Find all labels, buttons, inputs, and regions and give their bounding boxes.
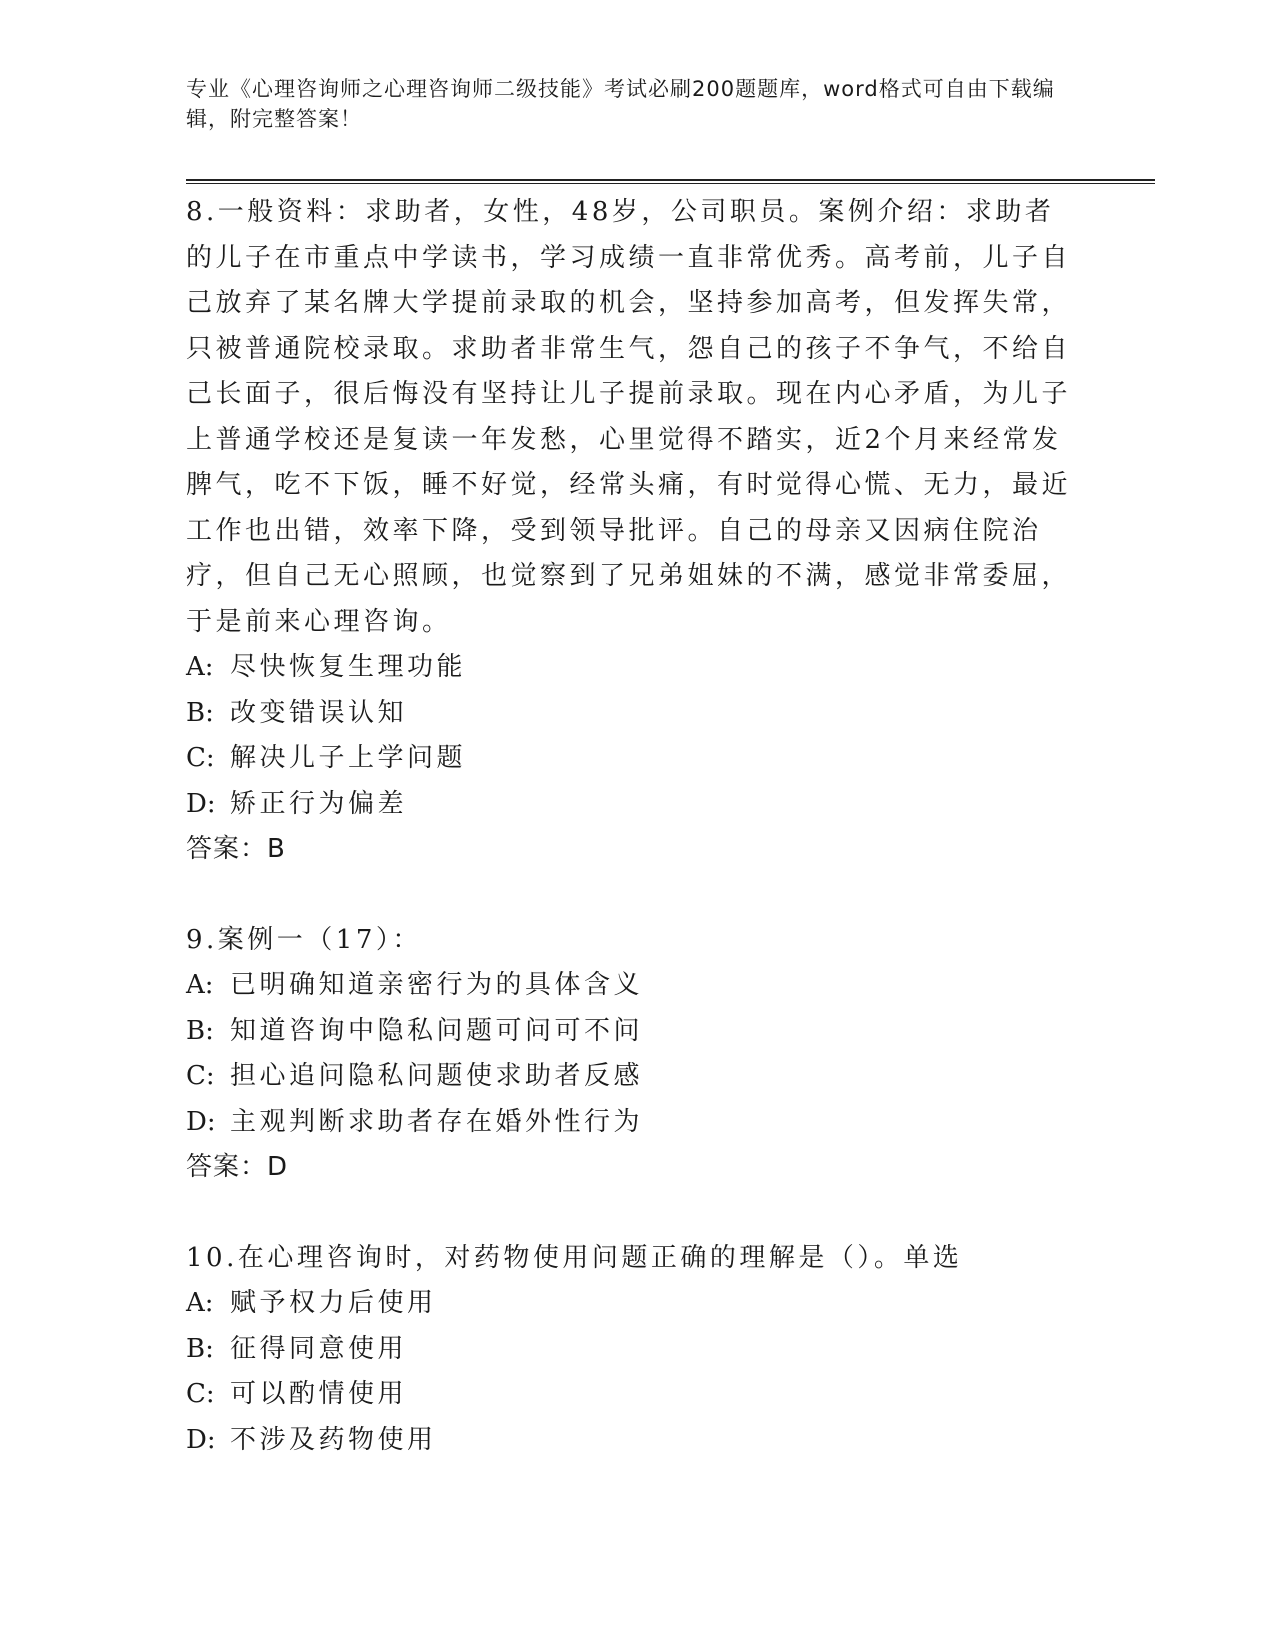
question-spacer [186,873,1076,918]
option-d [186,782,1076,828]
option-d [186,1100,1076,1146]
option-a [186,963,1076,1009]
option-c [186,1054,1076,1100]
option-key: D: [186,1424,216,1455]
question-block [186,190,1076,873]
option-key: B: [186,1015,214,1046]
option-key: B: [186,1333,214,1364]
question-stem: 9.案例一（17）： [186,924,422,955]
document-body [186,190,1076,1463]
option-key: D: [186,788,216,819]
option-key: C: [186,743,215,773]
option-a [186,645,1076,691]
header-divider-thin [186,183,1155,184]
option-text: 矫正行为偏差 [230,788,408,819]
option-key: B: [186,697,214,728]
option-b [186,1327,1076,1373]
option-text: 主观判断求助者存在婚外性行为 [230,1106,644,1137]
option-text: 可以酌情使用 [230,1379,408,1409]
option-c [186,736,1076,782]
document-header: 专业《心理咨询师之心理咨询师二级技能》考试必刷200题题库，word格式可自由下载编辑，附完整答案！ [186,77,1055,131]
answer-line: 答案：B [186,834,286,864]
option-key: D: [186,1106,216,1137]
option-key: C: [186,1061,215,1091]
option-text: 赋予权力后使用 [230,1288,437,1318]
option-text: 改变错误认知 [230,697,408,728]
question-stem: 8.一般资料：求助者，女性，48岁，公司职员。案例介绍：求助者的儿子在市重点中学读书，学习成绩一直非常优秀。高考前，儿子自己放弃了某名牌大学提前录取的机会，坚持参加高考，但发挥失常，只被普通院校录取。求助者非常生气，怨自己的孩子不争气，不给自己长面子，很后悔没有坚持让儿子提前录取。现在内心矛盾，为儿子上普通学校还是复读一年发愁，心里觉得不踏实，近2个月来经常发脾气，吃不下饭，睡不好觉，经常头痛，有时觉得心慌、无力，最近工作也出错，效率下降，受到领导批评。自己的母亲又因病住院治疗，但自己无心照顾，也觉察到了兄弟姐妹的不满，感觉非常委屈，于是前来心理咨询。 [186,197,1072,637]
option-key: C: [186,1379,215,1409]
option-text: 知道咨询中隐私问题可问可不问 [230,1015,644,1046]
question-block [186,918,1076,1191]
option-a [186,1281,1076,1327]
option-text: 尽快恢复生理功能 [230,652,467,682]
option-b [186,691,1076,737]
option-c [186,1372,1076,1418]
question-block [186,1236,1076,1464]
header-divider-thick [186,179,1155,181]
option-b [186,1009,1076,1055]
option-key: A: [186,652,214,682]
answer-line: 答案：D [186,1152,289,1182]
question-stem: 10.在心理咨询时，对药物使用问题正确的理解是（）。单选 [186,1242,963,1273]
question-spacer [186,1191,1076,1236]
option-key: A: [186,1288,214,1318]
option-text: 解决儿子上学问题 [230,743,467,773]
option-text: 已明确知道亲密行为的具体含义 [230,970,644,1000]
option-text: 不涉及药物使用 [230,1424,437,1455]
option-text: 征得同意使用 [230,1333,408,1364]
option-d [186,1418,1076,1464]
option-key: A: [186,970,214,1000]
option-text: 担心追问隐私问题使求助者反感 [230,1061,644,1091]
